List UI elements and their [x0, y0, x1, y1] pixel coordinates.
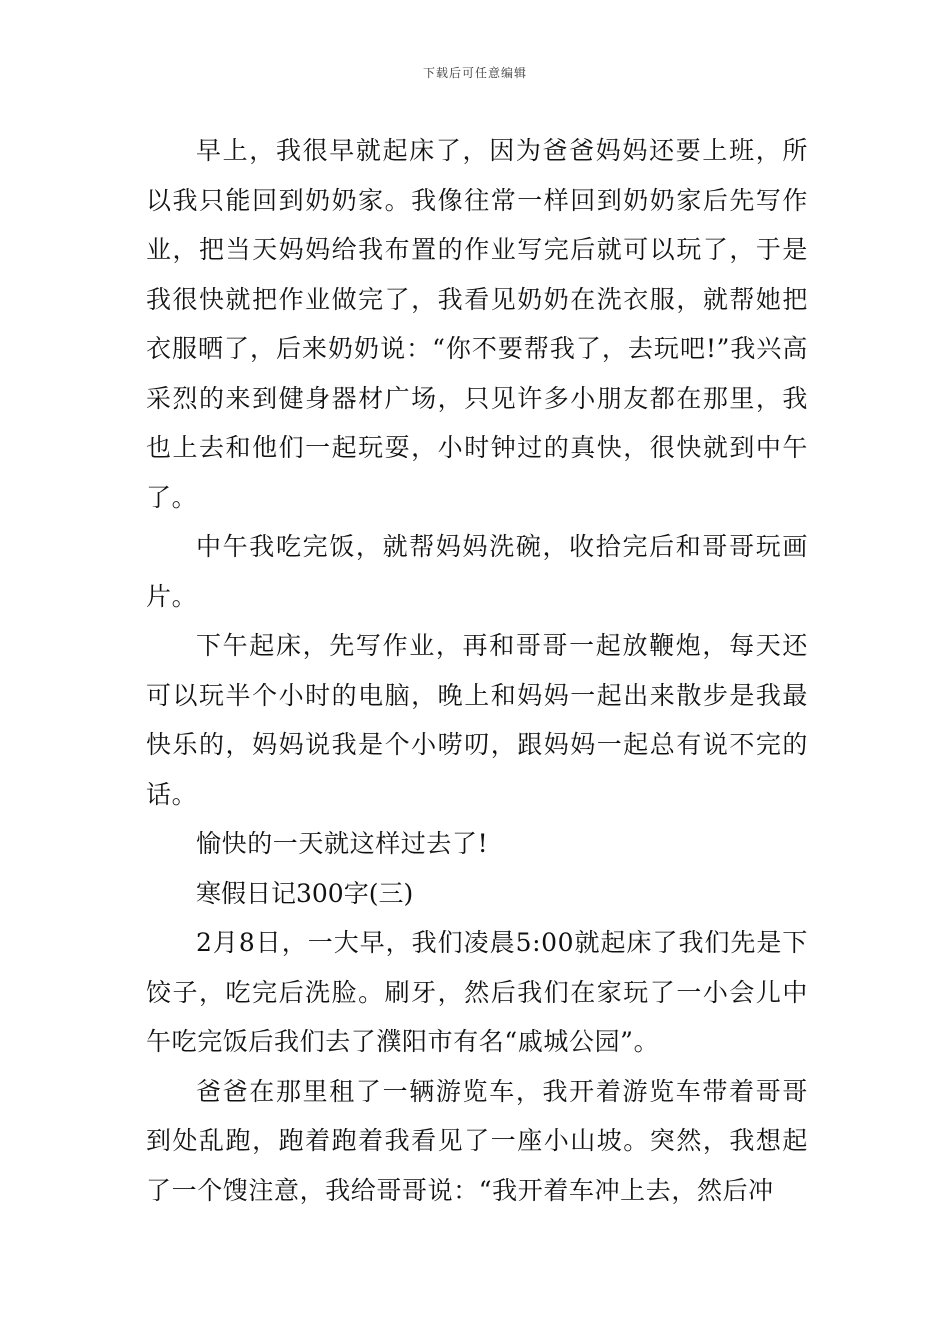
paragraph-morning: 早上，我很早就起床了，因为爸爸妈妈还要上班，所以我只能回到奶奶家。我像往常一样回到奶奶家后先写作业，把当天妈妈给我布置的作业写完后就可以玩了，于是我很快就把作业做完了，我看见奶奶在洗衣服，就帮她把衣服晒了，后来奶奶说：“你不要帮我了，去玩吧!”我兴高采烈的来到健身器材广场，只见许多小朋友都在那里，我也上去和他们一起玩耍，小时钟过的真快，很快就到中午了。 [146, 136, 808, 512]
paragraph-feb8: 2月8日，一大早，我们凌晨5:00就起床了我们先是下饺子，吃完后洗脸。刷牙，然后我们在家玩了一小会儿中午吃完饭后我们去了濮阳市有名“戚城公园”。 [146, 928, 808, 1056]
paragraph-noon: 中午我吃完饭，就帮妈妈洗碗，收拾完后和哥哥玩画片。 [146, 532, 808, 611]
paragraph-conclusion: 愉快的一天就这样过去了! [196, 829, 489, 858]
paragraph-park: 爸爸在那里租了一辆游览车，我开着游览车带着哥哥到处乱跑，跑着跑着我看见了一座小山坡。突然，我想起了一个馊注意，我给哥哥说：“我开着车冲上去，然后冲 [146, 1076, 808, 1205]
page-header: 下载后可任意编辑 [422, 66, 527, 80]
section-title: 寒假日记300字(三) [196, 878, 414, 908]
document-body [146, 126, 808, 1215]
paragraph-afternoon: 下午起床，先写作业，再和哥哥一起放鞭炮，每天还可以玩半个小时的电脑，晚上和妈妈一起出来散步是我最快乐的，妈妈说我是个小唠叨，跟妈妈一起总有说不完的话。 [146, 631, 808, 809]
